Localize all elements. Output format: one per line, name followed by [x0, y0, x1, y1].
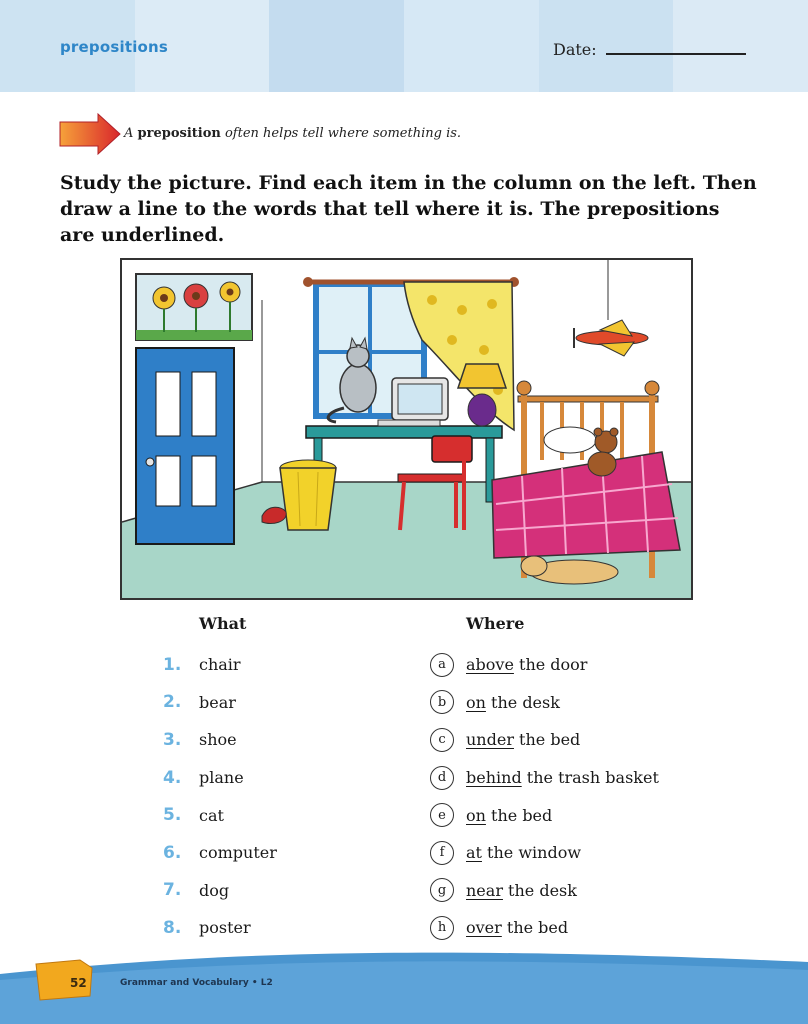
what-item[interactable]: [163, 909, 363, 947]
what-item[interactable]: [163, 684, 363, 722]
item-number: 4.: [163, 767, 182, 788]
item-number: 6.: [163, 842, 182, 863]
where-rest: the door: [513, 655, 588, 675]
definition-text: [124, 126, 461, 141]
where-list: [430, 646, 730, 947]
item-number: 3.: [163, 729, 182, 750]
option-letter: c: [430, 728, 454, 752]
where-item[interactable]: [430, 721, 730, 759]
date-line[interactable]: [606, 53, 746, 55]
what-item[interactable]: [163, 796, 363, 834]
option-letter: d: [430, 766, 454, 790]
what-column-header: What: [199, 614, 247, 633]
trash-basket: [280, 460, 336, 530]
arrow-icon: [58, 112, 122, 156]
where-rest: the window: [481, 843, 582, 863]
item-text: plane: [199, 768, 244, 788]
what-list: [163, 646, 363, 947]
preposition: near: [466, 880, 503, 900]
item-text: bear: [199, 692, 236, 712]
definition-lead: A: [124, 126, 134, 141]
where-item[interactable]: [430, 872, 730, 910]
preposition: on: [466, 805, 486, 825]
what-item[interactable]: [163, 872, 363, 910]
option-letter: a: [430, 653, 454, 677]
item-number: 7.: [163, 880, 182, 901]
header-stripe: [404, 0, 539, 92]
option-letter: f: [430, 841, 454, 865]
item-text: chair: [199, 655, 241, 675]
preposition: above: [466, 655, 514, 675]
item-text: dog: [199, 880, 230, 900]
preposition: on: [466, 692, 486, 712]
instructions: Study the picture. Find each item in the column on the left. Then draw a line to the words that tell where it is. The prepositions are underlined.: [60, 172, 757, 246]
header-stripe: [269, 0, 404, 92]
preposition: over: [466, 918, 502, 938]
item-text: computer: [199, 843, 277, 863]
where-rest: the bed: [513, 730, 581, 750]
page-number: 52: [70, 976, 87, 990]
where-column-header: Where: [466, 614, 525, 633]
where-item[interactable]: [430, 834, 730, 872]
bedroom-illustration: [120, 258, 693, 600]
preposition: at: [466, 843, 482, 863]
item-text: shoe: [199, 730, 237, 750]
option-letter: b: [430, 690, 454, 714]
where-item[interactable]: [430, 684, 730, 722]
item-number: 8.: [163, 917, 182, 938]
item-number: 5.: [163, 805, 182, 826]
what-item[interactable]: [163, 721, 363, 759]
door: [136, 348, 234, 544]
where-item[interactable]: [430, 646, 730, 684]
definition-term: preposition: [137, 126, 221, 141]
preposition: under: [466, 730, 514, 750]
where-item[interactable]: [430, 759, 730, 797]
what-item[interactable]: [163, 759, 363, 797]
where-rest: the desk: [502, 880, 577, 900]
header-stripe: [673, 0, 808, 92]
date-label: Date:: [553, 40, 597, 59]
item-text: poster: [199, 918, 251, 938]
definition-rest: often helps tell where something is.: [224, 126, 462, 141]
what-item[interactable]: [163, 646, 363, 684]
where-rest: the bed: [485, 805, 553, 825]
where-rest: the bed: [501, 918, 569, 938]
what-item[interactable]: [163, 834, 363, 872]
option-letter: e: [430, 803, 454, 827]
footer-text: Grammar and Vocabulary • L2: [120, 978, 273, 988]
item-number: 2.: [163, 692, 182, 713]
page-title: prepositions: [60, 38, 169, 56]
where-rest: the desk: [485, 692, 560, 712]
preposition: behind: [466, 768, 522, 788]
where-item[interactable]: [430, 909, 730, 947]
item-number: 1.: [163, 654, 182, 675]
item-text: cat: [199, 805, 224, 825]
option-letter: h: [430, 916, 454, 940]
poster: [136, 274, 252, 340]
where-item[interactable]: [430, 796, 730, 834]
option-letter: g: [430, 878, 454, 902]
where-rest: the trash basket: [521, 768, 659, 788]
